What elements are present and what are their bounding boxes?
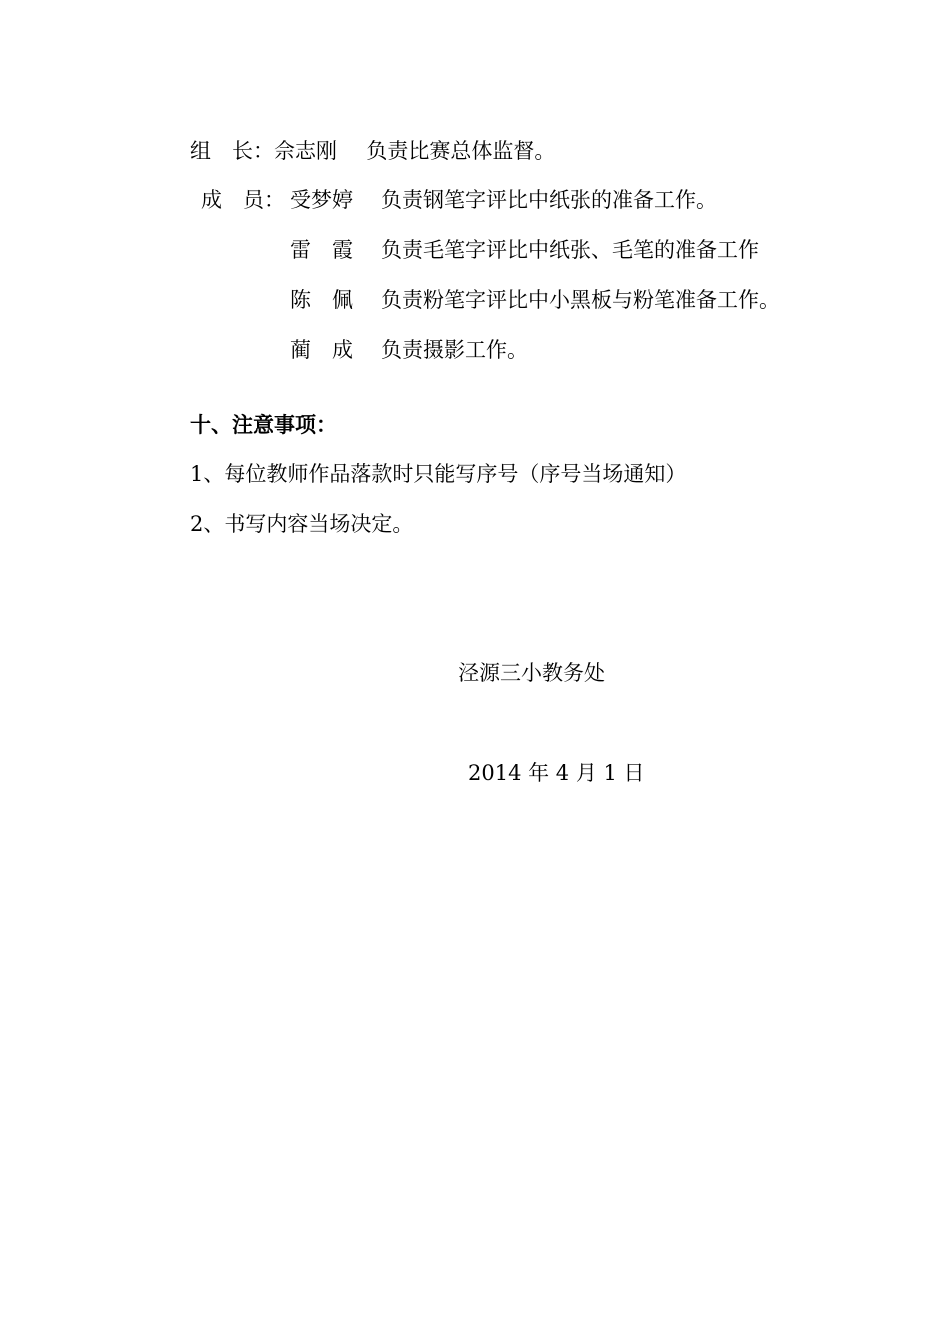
note-item: 2、书写内容当场决定。: [190, 512, 414, 536]
leader-role-label: 组 长：: [190, 139, 274, 163]
member-row: [290, 190, 353, 211]
leader-line: [190, 141, 555, 162]
member-duty: 负责粉笔字评比中小黑板与粉笔准备工作。: [381, 288, 780, 312]
signature-org: 泾源三小教务处: [458, 661, 605, 685]
note-item: 1、每位教师作品落款时只能写序号（序号当场通知）: [190, 462, 687, 486]
notes-heading: 十、注意事项：: [190, 413, 337, 437]
member-row: [290, 340, 353, 361]
member-name: 蔺 成: [290, 338, 353, 362]
member-name: 陈 佩: [290, 288, 353, 312]
member-name: 雷 霞: [290, 238, 353, 262]
member-duty: 负责钢笔字评比中纸张的准备工作。: [381, 188, 717, 212]
member-row: [290, 290, 353, 311]
member-name: 受梦婷: [290, 188, 353, 212]
members-role-label: 成 员：: [201, 188, 285, 212]
leader-name: 佘志刚: [274, 139, 337, 163]
member-row: [290, 240, 353, 261]
leader-duty: 负责比赛总体监督。: [366, 139, 556, 163]
member-duty: 负责摄影工作。: [381, 338, 528, 362]
member-duty: 负责毛笔字评比中纸张、毛笔的准备工作: [381, 238, 759, 262]
signature-date: 2014 年 4 月 1 日: [468, 761, 645, 785]
